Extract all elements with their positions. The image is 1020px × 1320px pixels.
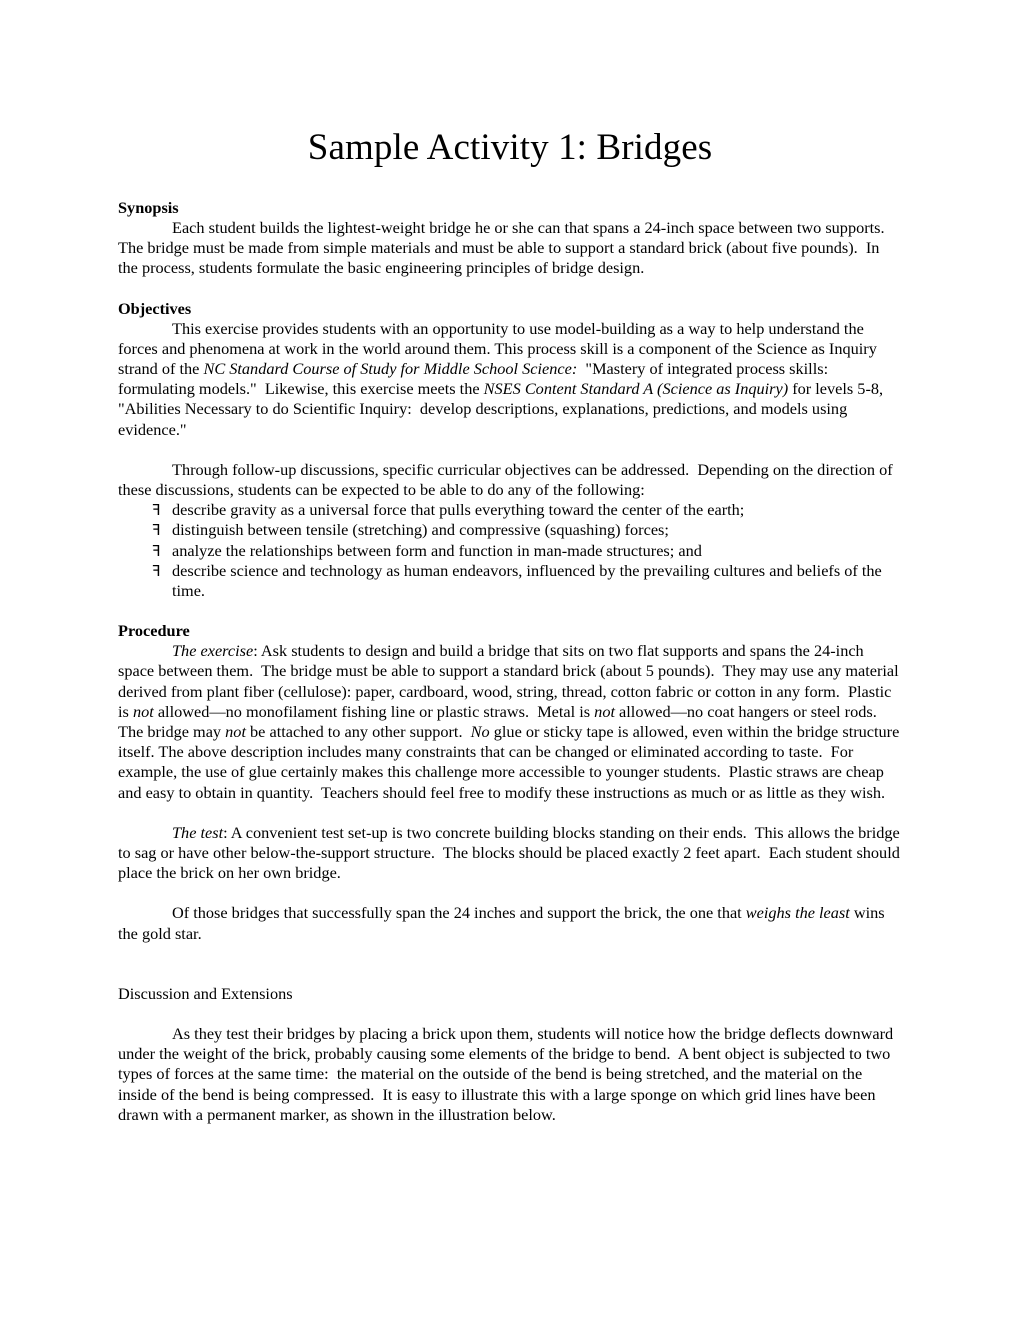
spacer	[118, 601, 902, 621]
procedure-text-part-1: : Ask students to design and build a bridge that sits on two flat supports and spans the 24-inch space between them. The bridge must be able to support a standard brick (about 5 pounds). They may use any material derived from plant fiber (cellulose): paper, cardboard, wood, string, thread, cotton fabric or cotton in any form. Plastic is	[118, 641, 903, 721]
objectives-bullet-list	[118, 500, 902, 601]
procedure-italic-the-test: The test	[172, 822, 224, 842]
gold-star-text-part-1: Of those bridges that successfully span the 24 inches and support the brick, the one that	[172, 903, 746, 923]
objectives-italic-nses-standard: NSES Content Standard A (Science as Inquiry)	[483, 379, 789, 399]
gold-star-text-part-2: wins the gold star.	[118, 903, 889, 943]
procedure-text-part-4: be attached to any other support.	[245, 722, 471, 742]
objectives-paragraph-2: Through follow-up discussions, specific curricular objectives can be addressed. Depending on the direction of these discussions, students can be expected to be able to do any of the following:	[118, 459, 897, 500]
list-item	[118, 541, 902, 561]
list-item-label: describe science and technology as human endeavors, influenced by the prevailing cultures and beliefs of the time.	[172, 560, 882, 601]
spacer	[118, 279, 902, 299]
discussion-paragraph: As they test their bridges by placing a brick upon them, students will notice how the bridge deflects downward under the weight of the brick, probably causing some elements of the bridge to bend. A bent object is subjected to two types of forces at the same time: the material on the outside of the bend is being stretched, and the material on the inside of the bend is being compressed. It is easy to illustrate this with a large sponge on which grid lines have been drawn with a permanent marker, as shown in the illustration below.	[118, 1023, 898, 1124]
spacer	[118, 1004, 902, 1024]
spacer	[118, 170, 902, 198]
document-body	[118, 0, 902, 1125]
section-heading-objectives: Objectives	[118, 298, 192, 318]
bullet-marker-icon: F	[152, 501, 161, 520]
procedure-italic-the-exercise: The exercise	[172, 641, 254, 661]
procedure-gold-star-paragraph	[118, 903, 902, 943]
list-item	[118, 520, 902, 540]
procedure-text-part-3: allowed—no coat hangers or steel rods. The bridge may	[118, 701, 885, 742]
procedure-text-part-5: glue or sticky tape is allowed, even within the bridge structure itself. The above description includes many constraints that can be changed or eliminated according to taste. For example, the use of glue certainly makes this challenge more accessible to younger students. Plastic straws are cheap and easy to obtain in quantity. Teachers should feel free to modify these instructions as much or as little as they wish.	[118, 722, 904, 802]
bullet-marker-icon: F	[152, 521, 161, 540]
objectives-paragraph-1	[118, 319, 902, 440]
spacer	[118, 944, 902, 984]
procedure-test-text: : A convenient test set-up is two concrete building blocks standing on their ends. This allows the bridge to sag or have other below-the-support structure. The blocks should be placed exactly 2 feet apart. Each student should place the brick on her own bridge.	[118, 822, 904, 883]
bullet-marker-icon: F	[152, 541, 161, 560]
section-heading-discussion: Discussion and Extensions	[118, 983, 293, 1003]
objectives-text-part-3: for levels 5-8, "Abilities Necessary to do Scientific Inquiry: develop descriptions, explanations, predictions, and models using evidence."	[118, 379, 888, 439]
procedure-italic-not-3: not	[225, 722, 246, 742]
spacer	[118, 440, 902, 460]
section-heading-synopsis: Synopsis	[118, 198, 179, 217]
synopsis-paragraph: Each student builds the lightest-weight bridge he or she can that spans a 24-inch space between two supports. The bridge must be made from simple materials and must be able to support a standard brick (about five pounds). In the process, students formulate the basic engineering principles of bridge design.	[118, 218, 893, 278]
list-item-label: analyze the relationships between form and function in man-made structures; and	[172, 540, 702, 560]
objectives-text-part-1: This exercise provides students with an opportunity to use model-building as a way to help understand the forces and phenomena at work in the world around them. This process skill is a component of the Science as Inquiry strand of the	[118, 318, 881, 379]
section-heading-procedure: Procedure	[118, 621, 190, 641]
spacer	[118, 883, 902, 903]
objectives-text-part-2: "Mastery of integrated process skills: formulating models." Likewise, this exercise meets the	[118, 359, 833, 399]
procedure-text-part-2: allowed—no monofilament fishing line or plastic straws. Metal is	[153, 701, 595, 721]
procedure-exercise-paragraph	[118, 641, 902, 803]
list-item-label: describe gravity as a universal force that pulls everything toward the center of the earth;	[172, 500, 745, 520]
objectives-italic-nc-standard: NC Standard Course of Study for Middle School Science:	[203, 359, 578, 379]
page-title: Sample Activity 1: Bridges	[307, 127, 713, 168]
spacer	[118, 803, 902, 823]
procedure-italic-no: No	[470, 722, 490, 742]
list-item-label: distinguish between tensile (stretching) and compressive (squashing) forces;	[172, 520, 669, 540]
procedure-test-paragraph	[118, 823, 902, 884]
list-item	[118, 500, 902, 520]
gold-star-italic-weighs-the-least: weighs the least	[745, 903, 850, 923]
bullet-marker-icon: F	[152, 561, 161, 580]
procedure-italic-not-1: not	[132, 701, 154, 721]
list-item	[118, 561, 902, 601]
procedure-italic-not-2: not	[594, 701, 615, 721]
